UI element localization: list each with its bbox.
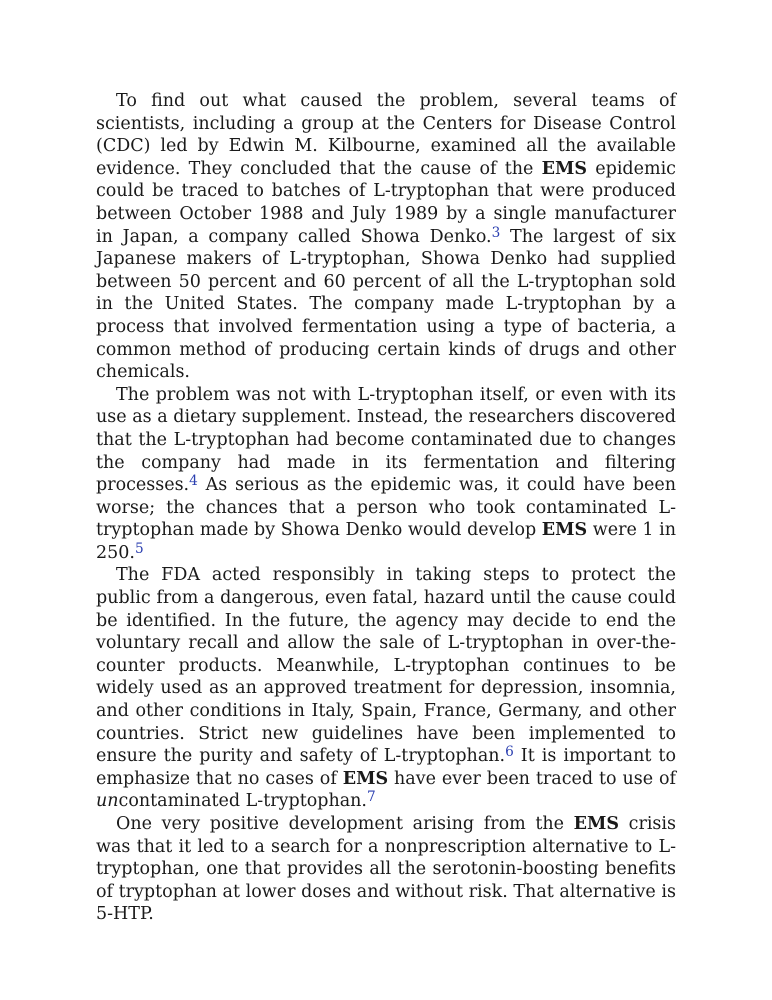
body-paragraph [96,564,676,813]
footnote-reference-link[interactable]: 3 [491,224,501,241]
paragraph-text: contaminated L-tryptophan. [118,791,367,812]
paragraph-text: epidemic could be traced to batches of L-tryptophan that were produced between October 1988 and July 1989 by a single manufacturer in Japan, a company called Showa Denko. [96,158,676,247]
paragraph-text: It is important to emphasize that no cases of [96,746,676,789]
paragraph-text: One very positive development arising from the [116,814,574,834]
emphasized-term: EMS [541,158,588,179]
body-paragraph [96,384,676,565]
italic-text: un [96,791,119,812]
paragraph-text: have ever been traced to use of [388,768,677,789]
footnote-reference-link[interactable]: 5 [134,540,144,557]
footnote-reference-link[interactable]: 7 [367,789,376,806]
emphasized-term: EMS [573,814,620,834]
body-paragraph [96,813,676,926]
body-paragraph [96,90,676,384]
paragraph-text: were 1 in 250. [96,520,676,563]
paragraph-text: As serious as the epidemic was, it could have been worse; the chances that a person who took contaminated L-tryptophan made by Showa Denko would develop [96,475,676,541]
paragraph-text: To find out what caused the problem, several teams of scientists, including a group at the Centers for Disease Control (CDC) led by Edwin M. Kilbourne, examined all the available evidence. They concluded that the cause of the [96,91,676,179]
document-body [96,90,676,926]
footnote-reference-link[interactable]: 4 [189,472,198,489]
emphasized-term: EMS [541,520,588,541]
paragraph-text: The largest of six Japanese makers of L-tryptophan, Showa Denko had supplied between 50 percent and 60 percent of all the L-tryptophan sold in the United States. The company made L-tryptophan by a process that involved fermentation using a type of bacteria, a common method of producing certain kinds of drugs and other chemicals. [96,226,676,383]
paragraph-text: The problem was not with L-tryptophan itself, or even with its use as a dietary supplement. Instead, the researchers discovered that the L-tryptophan had become contaminated due to changes the company had made in its fermentation and filtering processes. [96,384,676,496]
paragraph-text: The FDA acted responsibly in taking steps to protect the public from a dangerous, even fatal, hazard until the cause could be identified. In the future, the agency may decide to end the voluntary recall and allow the sale of L-tryptophan in over-the-counter products. Meanwhile, L-tryptophan continues to be widely used as an approved treatment for depression, insomnia, and other conditions in Italy, Spain, France, Germany, and other countries. Strict new guidelines have been implemented to ensure the purity and safety of L-tryptophan. [96,565,676,767]
emphasized-term: EMS [342,768,389,789]
paragraph-text: crisis was that it led to a search for a nonprescription alternative to L-tryptophan, one that provides all the serotonin-boosting benefits of tryptophan at lower doses and without risk. That alternative is 5-HTP. [96,814,676,925]
footnote-reference-link[interactable]: 6 [505,744,514,761]
